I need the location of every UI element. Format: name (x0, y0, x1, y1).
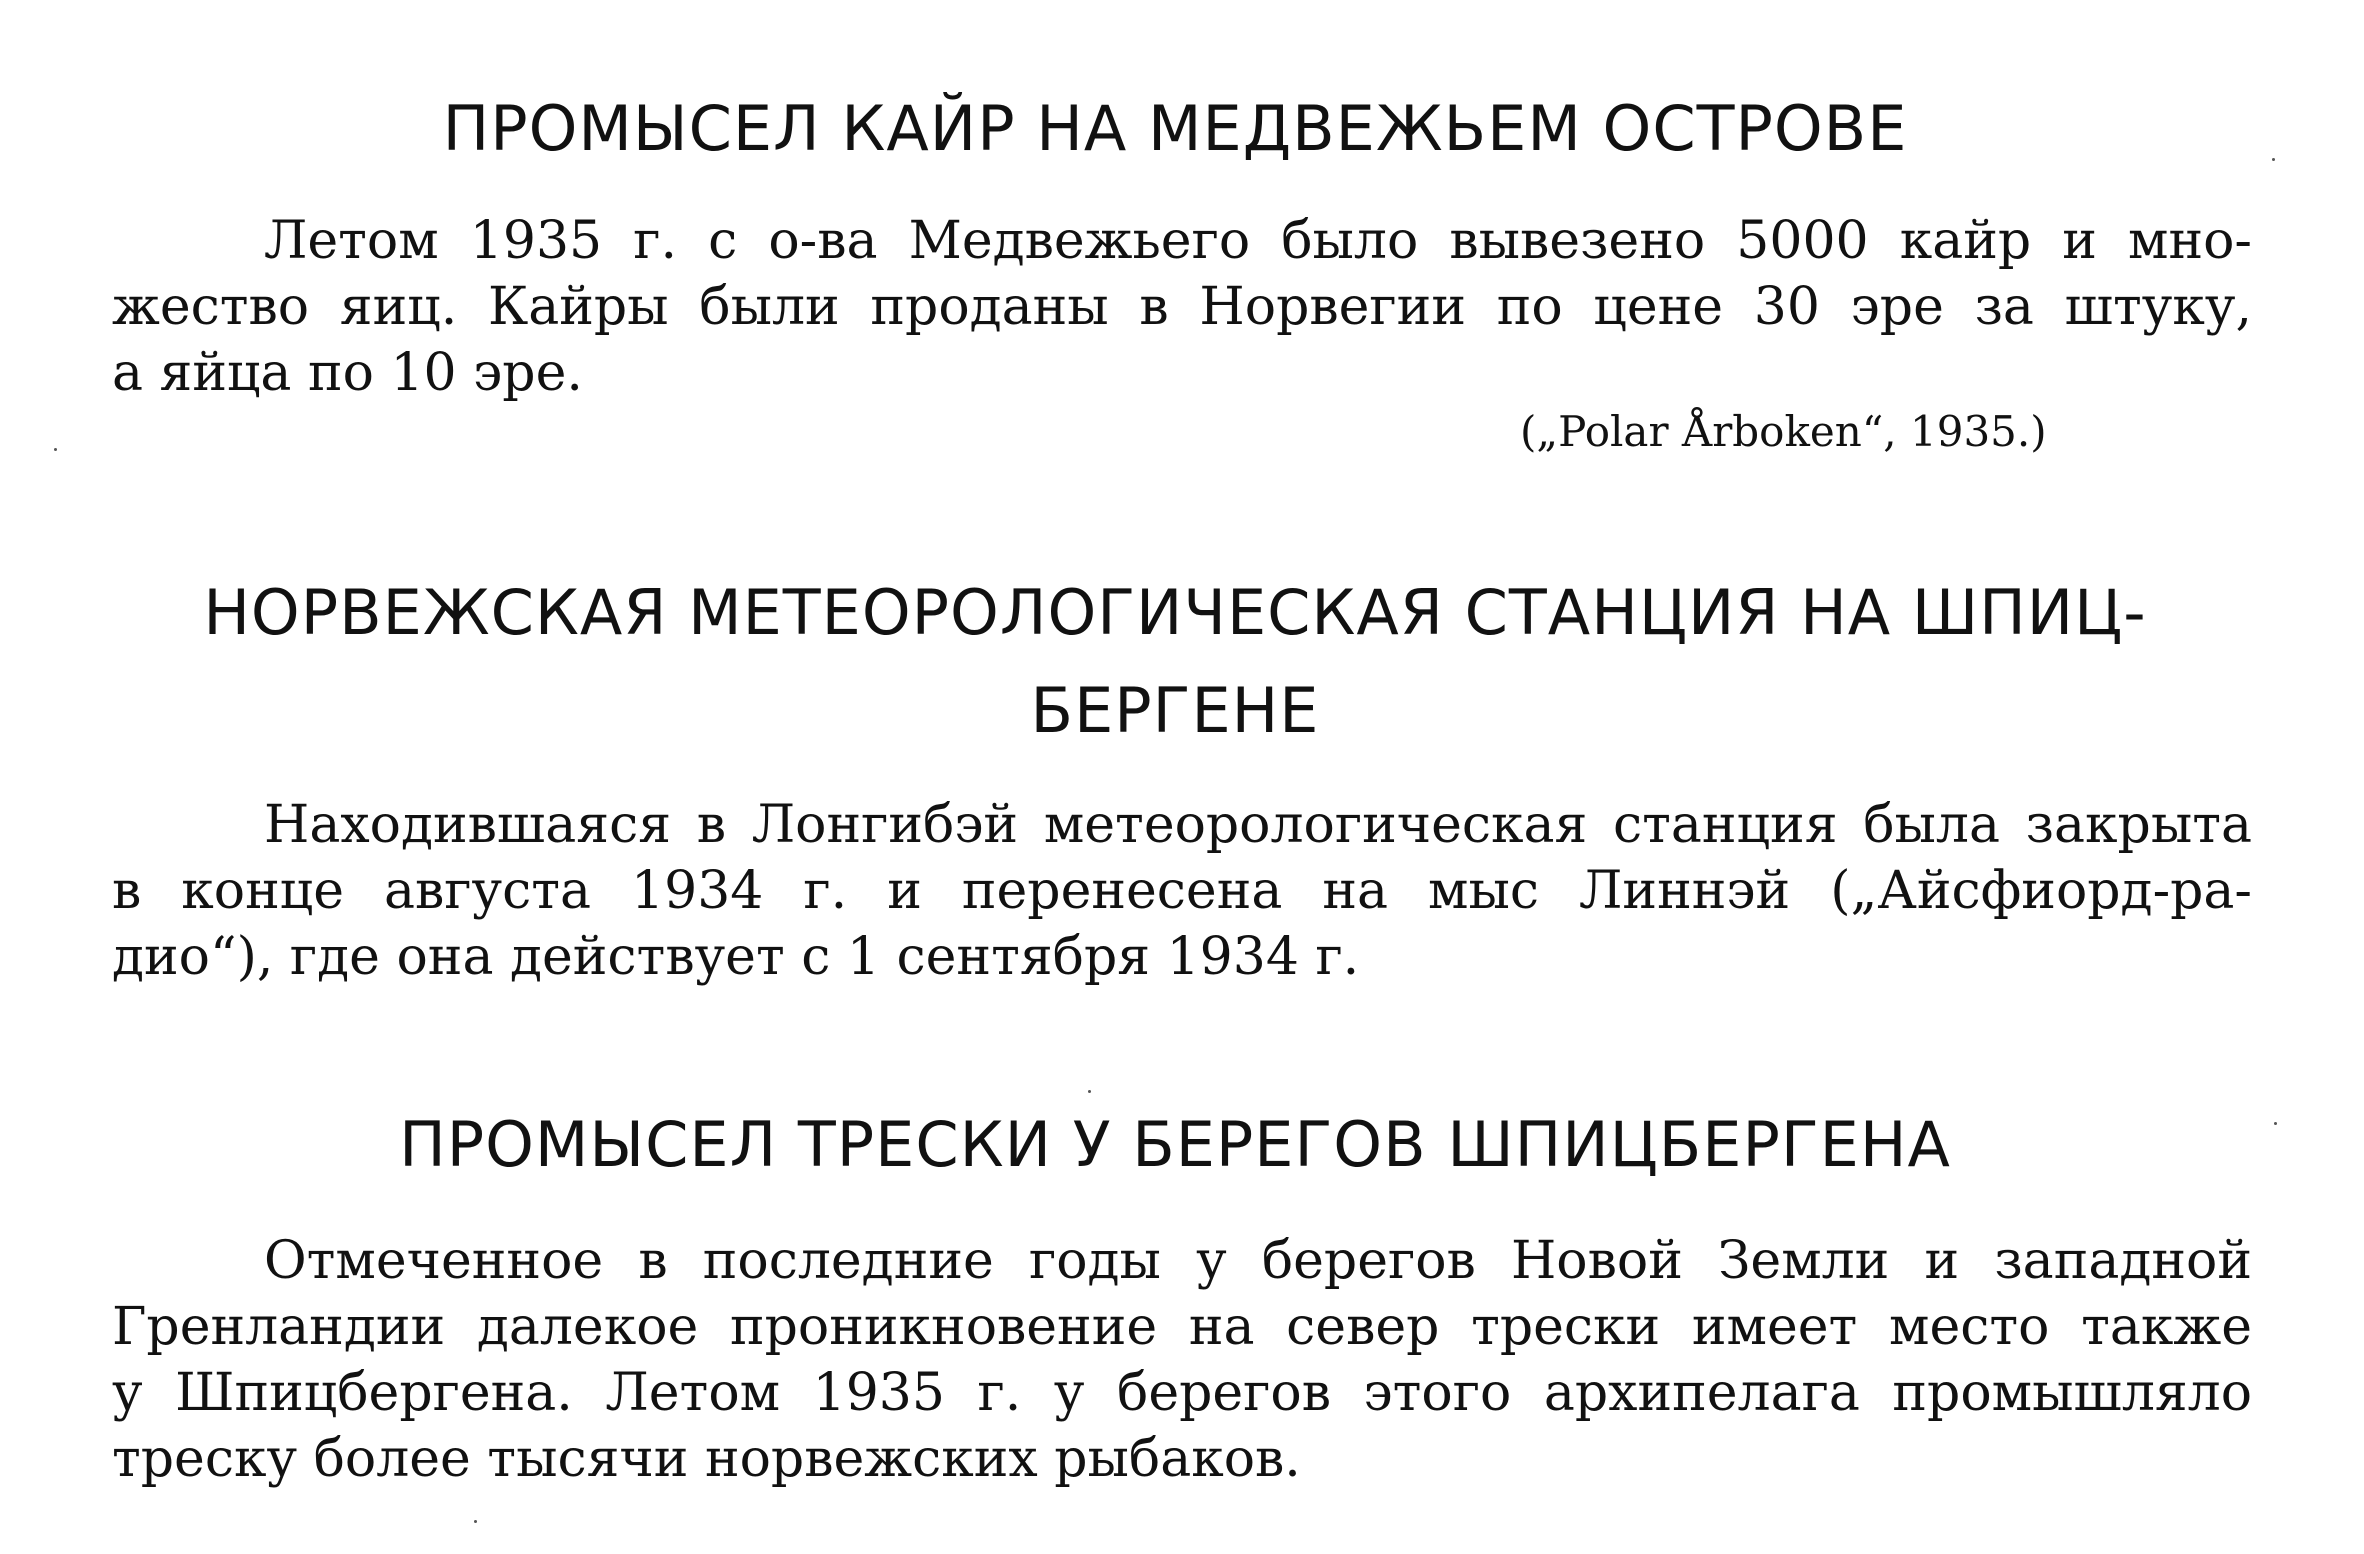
scan-speck (474, 1520, 477, 1523)
scan-speck (54, 448, 57, 451)
section-1-line: Летом 1935 г. с о-ва Медвежьего было вывезено 5000 кайр и мно- (264, 211, 2252, 271)
section-1-line: а яйца по 10 эре. (112, 343, 583, 403)
section-3-line: у Шпицбергена. Летом 1935 г. у берегов этого архипелага промышляло (112, 1363, 2252, 1423)
section-3-line: Отмеченное в последние годы у берегов Новой Земли и западной (264, 1231, 2252, 1291)
scan-speck (1088, 1090, 1091, 1093)
section-1-paragraph (112, 208, 2252, 406)
section-2-line: дио“), где она действует с 1 сентября 1934 г. (112, 927, 1360, 987)
section-3-paragraph (112, 1228, 2252, 1492)
section-2-title-line-1: НОРВЕЖСКАЯ МЕТЕОРОЛОГИЧЕСКАЯ СТАНЦИЯ НА ШПИЦ- (203, 576, 2147, 649)
section-3-line: треску более тысячи норвежских рыбаков. (112, 1429, 1301, 1489)
scan-speck (2274, 1122, 2277, 1125)
scan-speck (2272, 158, 2275, 161)
section-2-line: в конце августа 1934 г. и перенесена на мыс Линнэй („Айсфиорд-ра- (112, 861, 2252, 921)
section-1-title: ПРОМЫСЕЛ КАЙР НА МЕДВЕЖЬЕМ ОСТРОВЕ (442, 92, 1908, 165)
section-1-line: жество яиц. Кайры были проданы в Норвегии по цене 30 эре за штуку, (112, 277, 2252, 337)
section-2-paragraph (112, 792, 2252, 990)
section-2-title-line-2: БЕРГЕНЕ (1030, 674, 1320, 747)
section-1-source: („Polar Årboken“, 1935.) (1520, 407, 2047, 456)
section-3-title: ПРОМЫСЕЛ ТРЕСКИ У БЕРЕГОВ ШПИЦБЕРГЕНА (399, 1108, 1951, 1181)
section-2-line: Находившаяся в Лонгибэй метеорологическая станция была закрыта (264, 795, 2252, 855)
section-3-line: Гренландии далекое проникновение на север трески имеет место также (112, 1297, 2252, 1357)
